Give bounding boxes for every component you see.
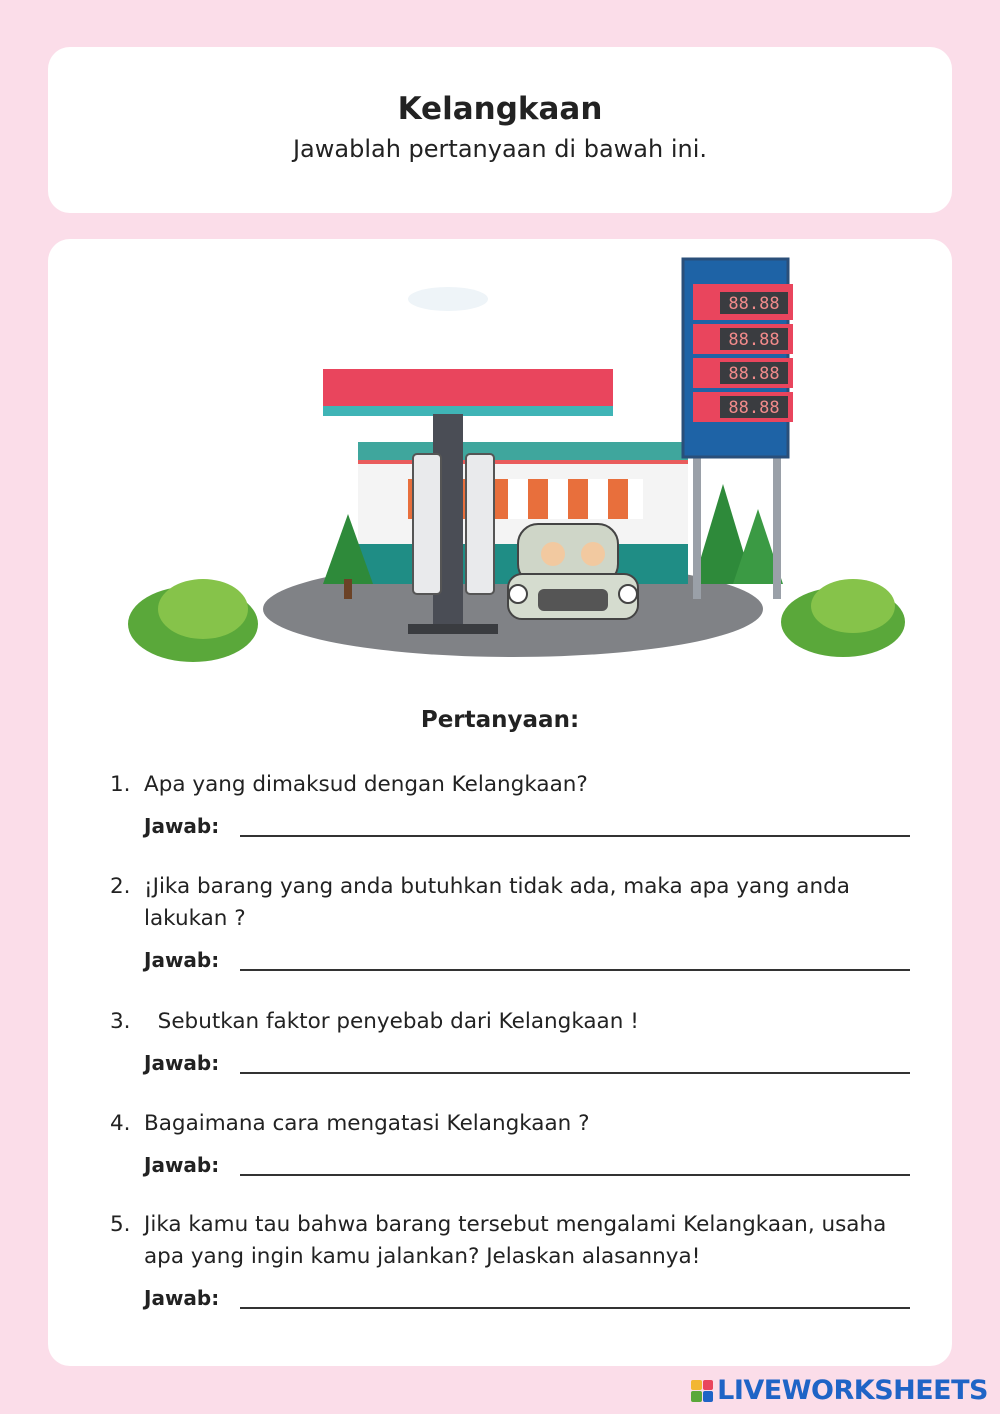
question-3 [110,1006,910,1076]
answer-label: Jawab: [144,814,220,838]
question-number: 4. [110,1111,131,1136]
liveworksheets-logo-icon [691,1380,713,1402]
question-text: Bagaimana cara mengatasi Kelangkaan ? [144,1111,590,1136]
page-title: Kelangkaan [397,91,603,127]
question-text: ¡Jika barang yang anda butuhkan tidak ada, maka apa yang anda lakukan ? [144,874,850,931]
page-subtitle: Jawablah pertanyaan di bawah ini. [292,135,708,163]
answer-label: Jawab: [144,1286,220,1310]
price-display-3: 88.88 [728,364,780,384]
answer-field-5[interactable] [240,1283,910,1309]
question-1 [110,769,910,839]
question-4 [110,1108,910,1178]
question-5 [110,1209,910,1311]
liveworksheets-logo[interactable] [691,1375,988,1406]
brand-name: LIVEWORKSHEETS [717,1375,988,1406]
worksheet-card [48,239,952,1366]
question-number: 3. [110,1009,131,1034]
price-display-4: 88.88 [728,398,780,418]
answer-field-3[interactable] [240,1048,910,1074]
answer-label: Jawab: [144,1153,220,1177]
question-number: 1. [110,772,131,797]
question-2 [110,871,910,973]
header-card [48,47,952,213]
section-title: Pertanyaan: [420,707,580,733]
answer-field-4[interactable] [240,1150,910,1176]
answer-label: Jawab: [144,948,220,972]
question-text: Apa yang dimaksud dengan Kelangkaan? [144,772,588,797]
answer-field-1[interactable] [240,811,910,837]
answer-field-2[interactable] [240,945,910,971]
question-text: Jika kamu tau bahwa barang tersebut mengalami Kelangkaan, usaha apa yang ingin kamu jalankan? Jelaskan alasannya! [144,1212,887,1269]
gas-station-illustration [108,254,918,664]
question-number: 5. [110,1212,131,1237]
price-display-1: 88.88 [728,294,780,314]
question-text: Sebutkan faktor penyebab dari Kelangkaan ! [144,1009,639,1034]
price-display-2: 88.88 [728,330,780,350]
question-number: 2. [110,874,131,899]
answer-label: Jawab: [144,1051,220,1075]
